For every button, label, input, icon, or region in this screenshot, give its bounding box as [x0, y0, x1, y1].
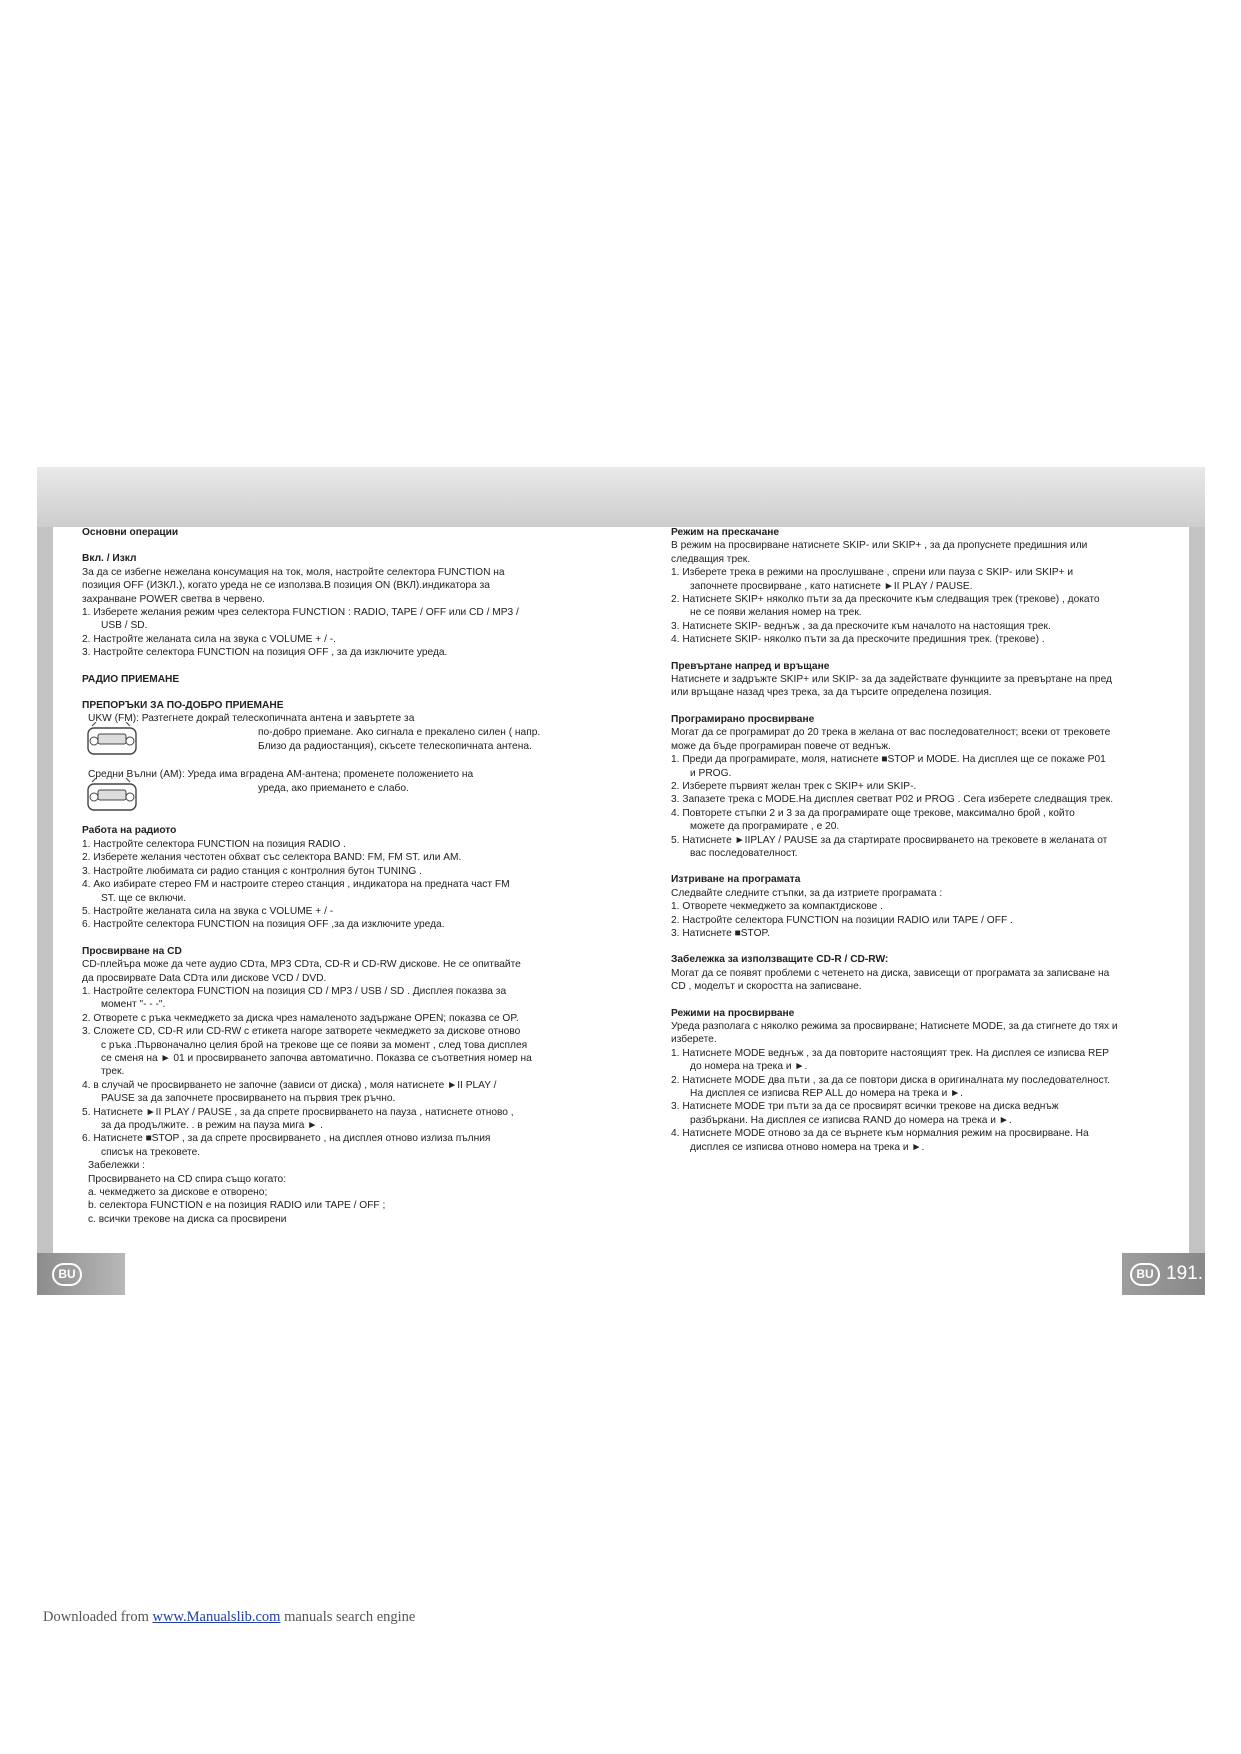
- step-line: не се появи желания номер на трек.: [690, 607, 862, 619]
- note-line: a. чекмеджето за дискове е отворено;: [88, 1187, 268, 1199]
- step-line: 2. Изберете желания честотен обхват със селектора BAND: FM, FM ST. или AM.: [82, 852, 462, 864]
- step-line: 3. Сложете CD, CD-R или CD-RW с етикета нагоре затворете чекмеджето за дискове отново: [82, 1026, 521, 1038]
- language-badge: BU: [1130, 1263, 1160, 1286]
- step-line: за да продължите. . в режим на пауза мига ► .: [101, 1120, 323, 1131]
- fm-tip: [82, 712, 580, 768]
- step-line: и PROG.: [690, 767, 732, 779]
- cdr-text: [671, 967, 1171, 994]
- radio-icon: [86, 722, 138, 758]
- step-line: 3. Запазете трека с MODE.На дисплея светват P02 и PROG . Сега изберете следващия трек.: [671, 794, 1114, 806]
- step-line: 2. Настройте желаната сила на звука с VOLUME + / -.: [82, 633, 336, 645]
- text-line: Близо да радиостанция), скъсете телескопичната антена.: [258, 740, 532, 752]
- language-badge: BU: [52, 1263, 82, 1286]
- text-line: или връщане назад чрез трека, за да търсите определена позиция.: [671, 687, 992, 699]
- cdr-title: Забележка за използващите CD-R / CD-RW:: [671, 954, 889, 966]
- step-line: 1. Отворете чекмеджето за компактдискове .: [671, 901, 884, 913]
- onoff-title: Вкл. / Изкл: [82, 553, 137, 565]
- text-line: да просвирвате Data CDта или дискове VCD / DVD.: [82, 972, 327, 984]
- tips-title: ПРЕПОРЪКИ ЗА ПО-ДОБРО ПРИЕМАНЕ: [82, 700, 284, 712]
- step-line: 2. Отворете с ръка чекмеджето за диска чрез намаленото задържане OPEN; показва се OP.: [82, 1012, 519, 1024]
- step-line: до номера на трека и ►.: [690, 1061, 808, 1073]
- left-column: [82, 526, 580, 1226]
- note-line: Забележки :: [88, 1160, 145, 1172]
- erase-intro: Следвайте следните стъпки, за да изтриете програмата :: [671, 887, 943, 899]
- header-band: [37, 467, 1205, 527]
- skip-steps: [671, 566, 1171, 646]
- skip-title: Режим на прескачане: [671, 527, 780, 538]
- step-line: с ръка .Първоначално целия брой на трекове ще се появи за момент , след това дисплея: [101, 1039, 528, 1051]
- step-line: трек.: [101, 1066, 125, 1078]
- step-line: 2. Настройте селектора FUNCTION на позиции RADIO или TAPE / OFF .: [671, 914, 1013, 926]
- seek-title: Превъртане напред и връщане: [671, 660, 830, 672]
- step-line: 2. Изберете първият желан трек с SKIP+ или SKIP-.: [671, 780, 917, 792]
- onoff-text: [82, 566, 580, 606]
- footer-left-tab: [37, 1253, 125, 1295]
- text-line: по-добро приемане. Ако сигнала е прекалено силен ( напр.: [258, 727, 541, 739]
- footer-right-tab: [1122, 1253, 1205, 1295]
- radio-icon: [86, 778, 138, 814]
- step-line: започнете просвирване , като натиснете ►II PLAY / PAUSE.: [690, 580, 973, 592]
- erase-steps: [671, 900, 1171, 940]
- text-line: Могат да се програмират до 20 трека в желана от вас последователност; всеки от трековете: [671, 727, 1111, 739]
- left-side-bar: [37, 527, 53, 1263]
- step-line: 4. Повторете стъпки 2 и 3 за да програмирате още трекове, максимално брой , който: [671, 807, 1075, 819]
- cd-steps: [82, 985, 580, 1159]
- step-line: 1. Преди да програмирате, моля, натиснете ■STOP и MODE. На дисплея ще се покаже P01: [671, 754, 1106, 766]
- step-line: се сменя на ► 01 и просвирването започва автоматично. Показва се съответния номер на: [101, 1052, 532, 1064]
- modes-steps: [671, 1047, 1171, 1154]
- text-line: CD-плейъра може да чете аудио CDта, MP3 CDта, CD-R и CD-RW дискове. Не се опитвайте: [82, 959, 521, 971]
- onoff-steps: [82, 606, 580, 660]
- text-line: В режим на просвирване натиснете SKIP- или SKIP+ , за да пропуснете предишния или: [671, 540, 1088, 552]
- erase-title: Изтриване на програмата: [671, 874, 801, 886]
- download-note: [43, 1611, 415, 1624]
- cd-intro: [82, 958, 580, 985]
- step-line: 4. Натиснете SKIP- няколко пъти за да прескочите предишния трек. (трекове) .: [671, 634, 1045, 646]
- text-line: уреда, ако приемането е слабо.: [258, 783, 409, 795]
- radio-title: РАДИО ПРИЕМАНЕ: [82, 673, 180, 685]
- download-prefix: Downloaded from: [43, 1609, 149, 1625]
- step-line: 5. Натиснете ►IIPLAY / PAUSE за да стартирате просвирването на трековете в желаната от: [671, 834, 1108, 846]
- seek-text: [671, 673, 1171, 700]
- prog-intro: [671, 726, 1171, 753]
- download-suffix: manuals search engine: [284, 1609, 416, 1625]
- step-line: дисплея се изписва отново номера на трека и ►.: [690, 1141, 925, 1153]
- step-line: 1. Изберете трека в режими на прослушване , спрени или пауза с SKIP- или SKIP+ и: [671, 567, 1074, 579]
- text-line: изберете.: [671, 1034, 717, 1046]
- prog-steps: [671, 753, 1171, 860]
- page-number: 191.: [1166, 1263, 1203, 1284]
- step-line: 4. в случай че просвирването не започне (зависи от диска) , моля натиснете ►II PLAY /: [82, 1079, 497, 1091]
- step-line: 4. Ако избирате стерео FM и настроите стерео станция , индикатора на предната част FM: [82, 879, 510, 891]
- text-line: може да бъде програмиран повече от веднъж.: [671, 740, 891, 752]
- step-line: ST. ще се включи.: [101, 892, 187, 904]
- fm-text: [258, 726, 578, 753]
- step-line: момент "- - -".: [101, 999, 166, 1011]
- step-line: 5. Настройте желаната сила на звука с VOLUME + / -: [82, 905, 334, 917]
- text-line: За да се избегне нежелана консумация на ток, моля, настройте селектора FUNCTION на: [82, 566, 505, 578]
- step-line: 3. Настройте любимата си радио станция с контролния бутон TUNING .: [82, 865, 422, 877]
- radio-work-title: Работа на радиото: [82, 825, 177, 837]
- manualslib-link[interactable]: www.Manualslib.com: [152, 1609, 281, 1625]
- step-line: 1. Настройте селектора FUNCTION на позиция RADIO .: [82, 838, 346, 850]
- step-line: разбъркани. На дисплея се изписва RAND до номера на трека и ►.: [690, 1114, 1012, 1126]
- step-line: 2. Натиснете MODE два пъти , за да се повтори диска в оригиналната му последователност.: [671, 1074, 1110, 1086]
- step-line: 2. Натиснете SKIP+ няколко пъти за да прескочите към следващия трек (трекове) , докато: [671, 594, 1100, 606]
- text-line: Натиснете и задръжте SKIP+ или SKIP- за да задействате функциите за превъртане на пред: [671, 674, 1112, 686]
- step-line: вас последователност.: [690, 847, 798, 859]
- text-line: CD , моделът и скоростта на записване.: [671, 981, 862, 993]
- step-line: 5. Натиснете ►II PLAY / PAUSE , за да спрете просвирването на пауза , натиснете отново ,: [82, 1106, 514, 1118]
- basic-ops-title: Основни операции: [82, 527, 179, 538]
- step-line: списък на трековете.: [101, 1146, 201, 1158]
- cd-title: Просвирване на CD: [82, 945, 182, 957]
- radio-steps: [82, 838, 580, 932]
- step-line: 1. Настройте селектора FUNCTION на позиция CD / MP3 / USB / SD . Дисплея показва за: [82, 985, 507, 997]
- prog-title: Програмирано просвирване: [671, 713, 815, 725]
- step-line: USB / SD.: [101, 620, 148, 632]
- note-line: b. селектора FUNCTION е на позиция RADIO или TAPE / OFF ;: [88, 1200, 386, 1212]
- skip-intro: [671, 539, 1171, 566]
- text-line: Уреда разполага с няколко режима за просвирване; Натиснете MODE, за да стигнете до тях и: [671, 1021, 1118, 1032]
- step-line: 3. Натиснете ■STOP.: [671, 927, 770, 939]
- text-line: следващия трек.: [671, 553, 751, 565]
- note-line: c. всички трекове на диска са просвирени: [88, 1213, 287, 1225]
- step-line: 4. Натиснете MODE отново за да се върнете към нормалния режим на просвирване. На: [671, 1128, 1089, 1140]
- am-tip: [82, 768, 580, 824]
- step-line: 1. Изберете желания режим чрез селектора FUNCTION : RADIO, TAPE / OFF или CD / MP3 /: [82, 607, 519, 619]
- am-label: Средни Вълни (АМ): Уреда има вградена АМ-антена; променете положението на: [88, 769, 474, 781]
- step-line: можете да програмирате , е 20.: [690, 821, 840, 833]
- step-line: 3. Натиснете SKIP- веднъж , за да прескочите към началото на настоящия трек.: [671, 620, 1051, 632]
- cd-notes: [82, 1159, 580, 1226]
- text-line: Могат да се появят проблеми с четенето на диска, зависещи от програмата за записване на: [671, 967, 1110, 979]
- note-line: Просвирването на CD спира също когато:: [88, 1173, 287, 1185]
- am-text: [258, 782, 578, 795]
- right-side-bar: [1189, 527, 1205, 1263]
- modes-intro: [671, 1020, 1171, 1047]
- step-line: На дисплея се изписва REP ALL до номера на трека и ►.: [690, 1088, 964, 1100]
- text-line: позиция OFF (ИЗКЛ.), когато уреда не се използва.В позиция ON (ВКЛ).индикатора за: [82, 580, 490, 592]
- step-line: 3. Натиснете MODE три пъти за да се просвирят всички трекове на диска веднъж: [671, 1101, 1059, 1113]
- step-line: 3. Настройте селектора FUNCTION на позиция OFF , за да изключите уреда.: [82, 647, 448, 659]
- modes-title: Режими на просвирване: [671, 1007, 795, 1019]
- step-line: 6. Натиснете ■STOP , за да спрете просвирването , на дисплея отново излиза пълния: [82, 1133, 491, 1145]
- text-line: захранване POWER светва в червено.: [82, 593, 265, 605]
- right-column: [671, 526, 1171, 1154]
- fm-label: UKW (FM): Разтегнете докрай телескопичната антена и завъртете за: [88, 713, 415, 725]
- step-line: 6. Настройте селектора FUNCTION на позиция OFF ,за да изключите уреда.: [82, 919, 445, 931]
- step-line: 1. Натиснете MODE веднъж , за да повторите настоящият трек. На дисплея се изписва REP: [671, 1047, 1109, 1059]
- step-line: PAUSE за да започнете просвирването на първия трек ръчно.: [101, 1093, 396, 1105]
